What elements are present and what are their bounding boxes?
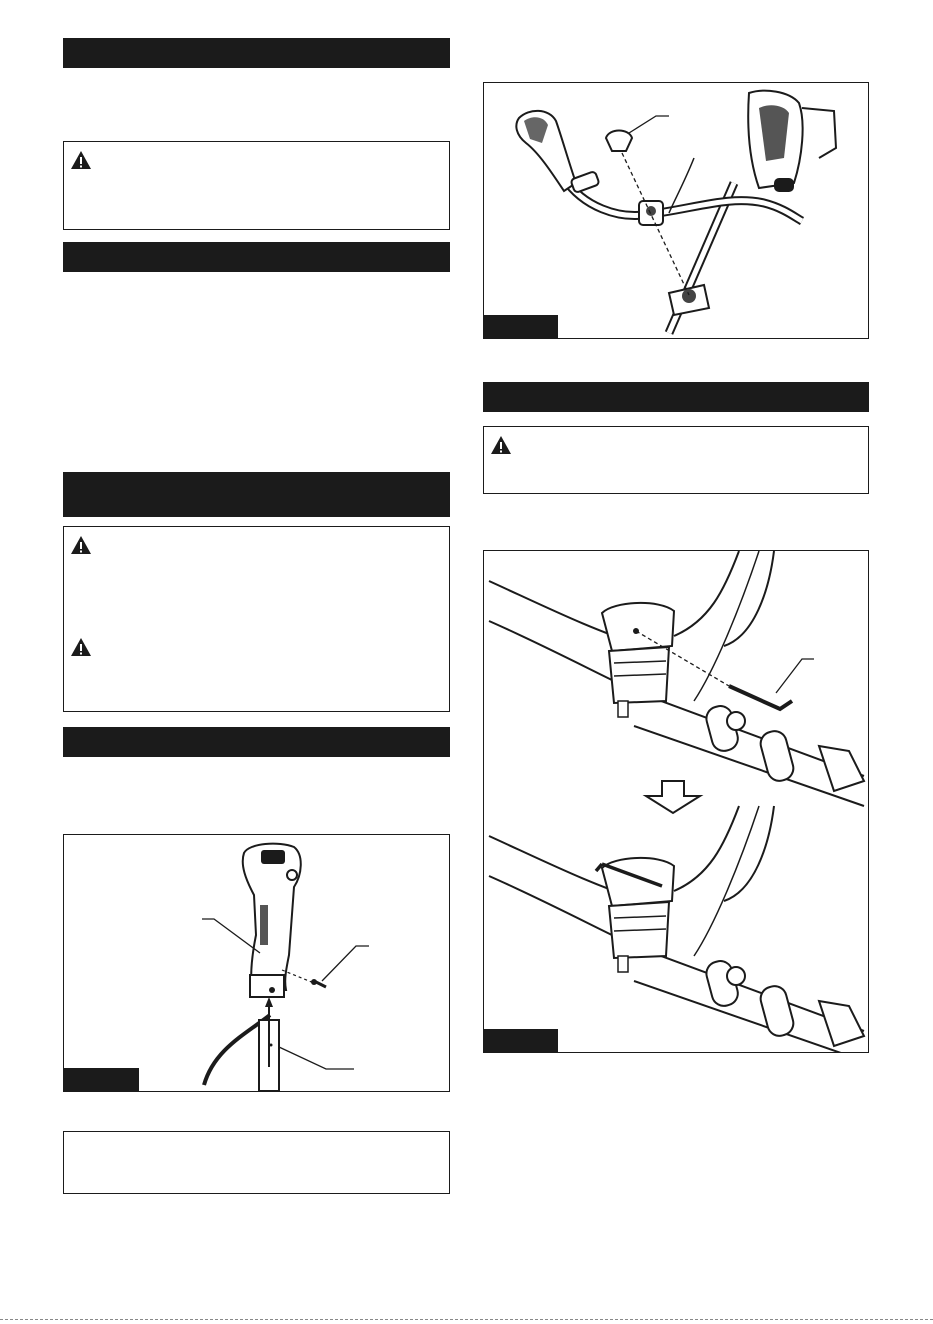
handle-illustration — [64, 835, 449, 1091]
section-heading-bar-4 — [63, 727, 450, 757]
warning-box-1 — [63, 141, 450, 230]
figure-number-tab — [63, 1068, 139, 1092]
warning-triangle-icon — [490, 435, 512, 455]
note-box — [63, 1131, 450, 1194]
warning-triangle-icon — [70, 150, 92, 170]
clamp-illustration — [484, 551, 868, 1052]
section-heading-bar-2 — [63, 242, 450, 272]
warning-triangle-icon — [70, 535, 92, 555]
figure-number-tab — [483, 315, 558, 339]
section-heading-bar-1 — [63, 38, 450, 68]
figure-handle-attachment — [63, 834, 450, 1092]
tool-illustration — [484, 83, 868, 338]
down-arrow-icon — [646, 781, 700, 813]
clamp-before — [489, 551, 864, 806]
figure-handle-mounting — [483, 82, 869, 339]
clamp-after — [489, 806, 864, 1052]
page-bottom-rule — [0, 1319, 933, 1320]
warning-box-3 — [483, 426, 869, 494]
figure-clamp-adjustment — [483, 550, 869, 1053]
warning-triangle-icon — [70, 637, 92, 657]
figure-number-tab — [483, 1029, 558, 1053]
section-heading-bar-3 — [63, 472, 450, 517]
warning-box-2 — [63, 526, 450, 712]
section-heading-bar-5 — [483, 382, 869, 412]
